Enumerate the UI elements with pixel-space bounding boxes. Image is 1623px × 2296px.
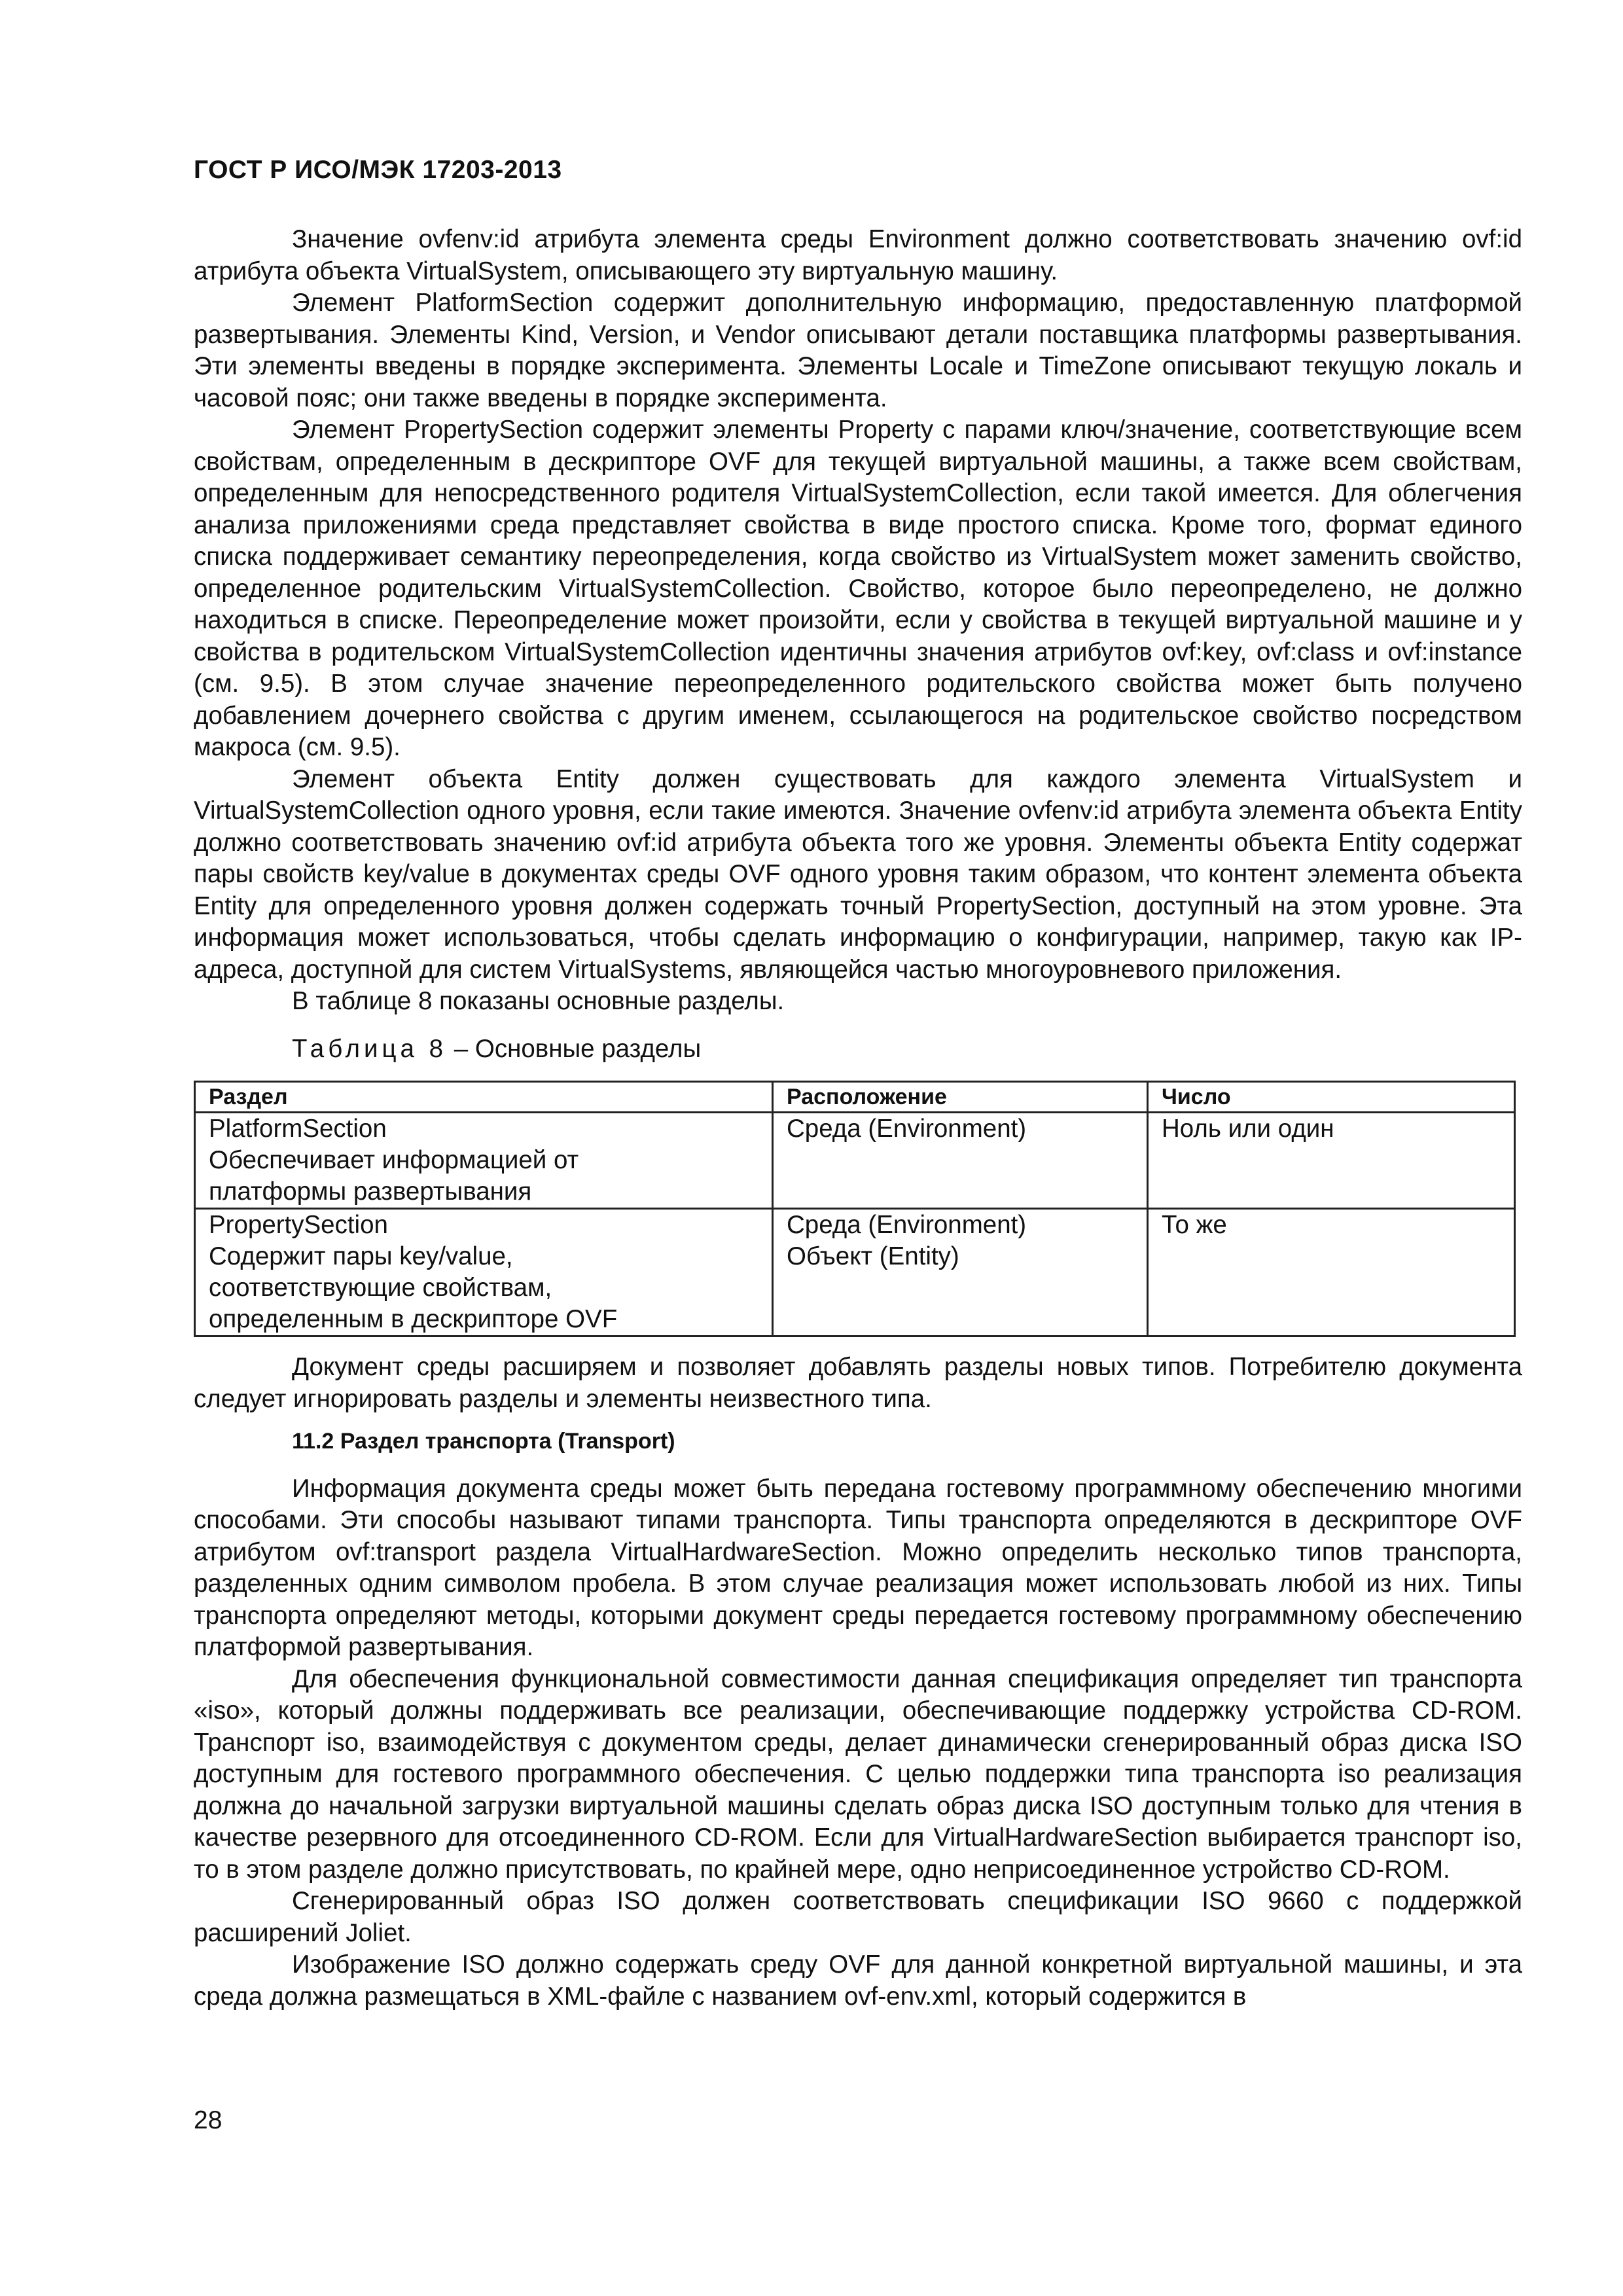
table-caption — [194, 1033, 1522, 1066]
table-header-section: Раздел — [195, 1082, 773, 1113]
cell-line: PropertySection — [209, 1211, 388, 1239]
table-cell-count — [1148, 1209, 1515, 1336]
cell-line: Объект (Entity) — [787, 1242, 959, 1270]
cell-line: Обеспечивает информацией от — [209, 1146, 579, 1174]
section-heading: 11.2 Раздел транспорта (Transport) — [292, 1429, 675, 1454]
table-row — [195, 1209, 1515, 1336]
table-row — [195, 1113, 1515, 1209]
page-number: 28 — [194, 2106, 223, 2134]
table-header-count: Число — [1148, 1082, 1515, 1113]
table-header-row — [195, 1082, 1515, 1113]
cell-line: определенным в дескрипторе OVF — [209, 1305, 618, 1333]
table-caption-text: – Основные разделы — [447, 1034, 702, 1063]
cell-line: соответствующие свойствам, — [209, 1274, 552, 1302]
paragraph: Для обеспечения функциональной совместимости данная спецификация определяет тип транспорта «iso», который должны поддерживать все реализации, обеспечивающие поддержку устройства CD-ROM. Транспорт iso, взаимодействуя с документом среды, делает динамически сгенерированный образ диска ISO доступным для гостевого программного обеспечения. С целью поддержки типа транспорта iso реализация должна до начальной загрузки виртуальной машины сделать образ диска ISO доступным только для чтения в качестве резервного для отсоединенного CD-ROM. Если для VirtualHardwareSection выбирается транспорт iso, то в этом разделе должно присутствовать, по крайней мере, одно неприсоединенное устройство CD-ROM. — [194, 1664, 1522, 1884]
paragraph: Значение ovfenv:id атрибута элемента среды Environment должно соответствовать значению ovf:id атрибута объекта VirtualSystem, описывающего эту виртуальную машину. — [194, 225, 1522, 285]
table-cell-section — [195, 1209, 773, 1336]
cell-line: PlatformSection — [209, 1115, 387, 1143]
document-header-title: ГОСТ Р ИСО/МЭК 17203-2013 — [194, 156, 562, 184]
cell-line: Содержит пары key/value, — [209, 1242, 513, 1270]
table-cell-count — [1148, 1113, 1515, 1209]
cell-line: Среда (Environment) — [787, 1115, 1027, 1143]
document-body — [194, 224, 1522, 2013]
cell-line: Среда (Environment) — [787, 1211, 1027, 1239]
paragraph: Элемент PlatformSection содержит дополнительную информацию, предоставленную платформой развертывания. Элементы Kind, Version, и Vendor описывают детали поставщика платформы развертывания. Эти элементы введены в порядке эксперимента. Элементы Locale и TimeZone описывают текущую локаль и часовой пояс; они также введены в порядке эксперимента. — [194, 289, 1522, 412]
table-cell-location — [773, 1113, 1148, 1209]
cell-line: Ноль или один — [1162, 1115, 1334, 1143]
table-caption-label: Таблица 8 — [292, 1034, 448, 1063]
paragraph: Элемент PropertySection содержит элементы Property с парами ключ/значение, соответствующие всем свойствам, определенным в дескрипторе OVF для текущей виртуальной машины, а также всем свойствам, определенным для непосредственного родителя VirtualSystemCollection, если такой имеется. Для облегчения анализа приложениями среда представляет свойства в виде простого списка. Кроме того, формат единого списка поддерживает семантику переопределения, когда свойство из VirtualSystem может заменить свойство, определенное родительским VirtualSystemCollection. Свойство, которое было переопределено, не должно находиться в списке. Переопределение может произойти, если у свойства в текущей виртуальной машине и у свойства в родительском VirtualSystemCollection идентичны значения атрибутов ovf:key, ovf:class и ovf:instance (см. 9.5). В этом случае значение переопределенного родительского свойства может быть получено добавлением дочернего свойства с другим именем, ссылающегося на родительское свойство посредством макроса (см. 9.5). — [194, 416, 1522, 761]
paragraph: Сгенерированный образ ISO должен соответствовать спецификации ISO 9660 с поддержкой расширений Joliet. — [194, 1887, 1522, 1947]
paragraph: Изображение ISO должно содержать среду OVF для данной конкретной виртуальной машины, и эта среда должна размещаться в XML-файле с названием ovf-env.xml, который содержится в — [194, 1950, 1522, 2011]
paragraph: Информация документа среды может быть передана гостевому программному обеспечению многими способами. Эти способы называют типами транспорта. Типы транспорта определяются в дескрипторе OVF атрибутом ovf:transport раздела VirtualHardwareSection. Можно определить несколько типов транспорта, разделенных одним символом пробела. В этом случае реализация может использовать любой из них. Типы транспорта определяют методы, которыми документ среды передается гостевому программному обеспечению платформой развертывания. — [194, 1474, 1522, 1661]
table-header-location: Расположение — [773, 1082, 1148, 1113]
paragraph: Элемент объекта Entity должен существовать для каждого элемента VirtualSystem и VirtualSystemCollection одного уровня, если такие имеются. Значение ovfenv:id атрибута элемента объекта Entity должно соответствовать значению ovf:id атрибута объекта того же уровня. Элементы объекта Entity содержат пары свойств key/value в документах среды OVF одного уровня таким образом, что контент элемента объекта Entity для определенного уровня должен содержать точный PropertySection, доступный на этом уровне. Эта информация может использоваться, чтобы сделать информацию о конфигурации, например, такую как IP-адреса, доступной для систем VirtualSystems, являющейся частью многоуровневого приложения. — [194, 764, 1522, 984]
cell-line: платформы развертывания — [209, 1177, 532, 1206]
table-cell-section — [195, 1113, 773, 1209]
paragraph: В таблице 8 показаны основные разделы. — [292, 987, 785, 1015]
paragraph: Документ среды расширяем и позволяет добавлять разделы новых типов. Потребителю документа следует игнорировать разделы и элементы неизвестного типа. — [194, 1353, 1522, 1413]
sections-table — [194, 1081, 1516, 1337]
table-cell-location — [773, 1209, 1148, 1336]
cell-line: То же — [1162, 1211, 1227, 1239]
